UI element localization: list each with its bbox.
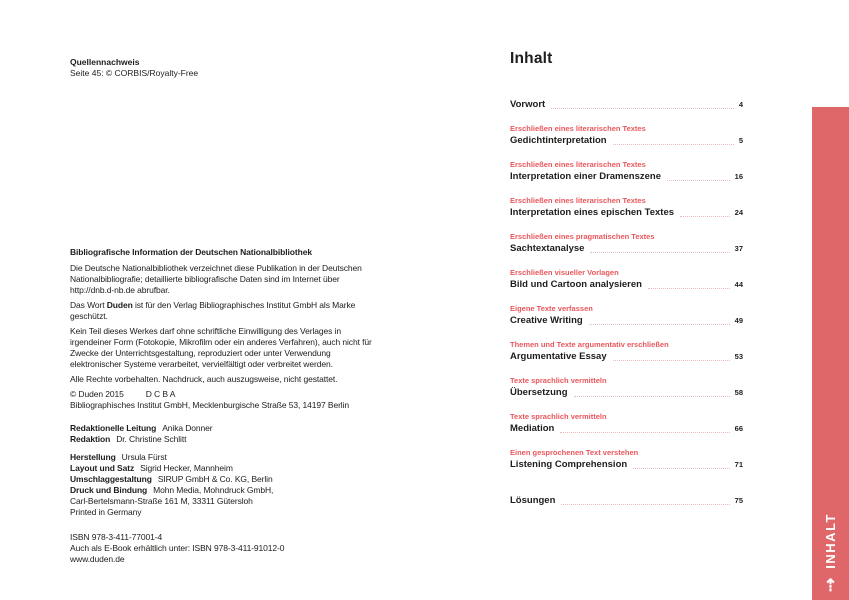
imprint-paragraph-dnb: Die Deutsche Nationalbibliothek verzeichnet diese Publikation in der Deutschen Nationalbibliografie; detaillierte bibliografische Daten sind im Internet über http://dnb.d-nb.de abrufbar. — [70, 263, 362, 295]
imprint-credit-row — [70, 507, 382, 518]
toc-entry-loesungen — [510, 495, 743, 507]
credit-role-label: Umschlaggestaltung — [70, 474, 152, 484]
dotted-leader — [574, 396, 730, 397]
toc-entry — [510, 160, 743, 183]
dotted-leader — [551, 108, 734, 109]
toc-entry — [510, 124, 743, 147]
dotted-leader — [560, 432, 729, 433]
imprint-block — [70, 247, 382, 565]
copyright-text: © Duden 2015 — [70, 389, 124, 399]
copyright-block — [70, 389, 382, 411]
imprint-paragraph-rights: Kein Teil dieses Werkes darf ohne schriftliche Einwilligung des Verlages in irgendeiner Form (Fotokopie, Mikrofilm oder ein anderes Verfahren), auch nicht für Zwecke der Unterrichtsgestaltung, reproduziert oder unter Verwendung elektronischer Systeme verarbeitet, vervielfältigt oder verbreitet werden. — [70, 326, 372, 369]
toc-entry-category: Einen gesprochenen Text verstehen — [510, 448, 639, 457]
imprint-heading: Bibliografische Information der Deutschen Nationalbibliothek — [70, 247, 312, 257]
toc-entry-page: 71 — [734, 460, 743, 469]
credit-role-label: Redaktion — [70, 434, 111, 444]
thumb-tab-label: INHALT — [823, 513, 838, 569]
toc-entry-vorwort — [510, 99, 743, 111]
imprint-credit-row — [70, 485, 382, 496]
credit-role-label: Herstellung — [70, 452, 116, 462]
toc-entry-category: Erschließen eines literarischen Textes — [510, 160, 646, 169]
toc-entry-page: 66 — [734, 424, 743, 433]
toc-entry-category: Erschließen eines pragmatischen Textes — [510, 232, 655, 241]
toc-entry-page: 16 — [734, 172, 743, 181]
dotted-leader — [589, 324, 730, 325]
imprint-line: Auch als E-Book erhältlich unter: ISBN 978-3-411-91012-0 — [70, 543, 285, 553]
toc-entry-list — [510, 124, 743, 471]
dotted-leader — [633, 468, 729, 469]
credit-person-value: Ursula Fürst — [121, 452, 167, 462]
trademark-word: Duden — [106, 300, 133, 310]
toc-entry — [510, 448, 743, 471]
toc-entry-title: Bild und Cartoon analysieren — [510, 279, 642, 290]
toc-entry-category: Erschließen eines literarischen Textes — [510, 196, 646, 205]
staff-list — [70, 423, 382, 445]
dotted-leader — [648, 288, 730, 289]
credit-person-value: Dr. Christine Schlitt — [116, 434, 187, 444]
credit-person-value: Anika Donner — [162, 423, 213, 433]
photo-credits-line: Seite 45: © CORBIS/Royalty-Free — [70, 68, 199, 78]
toc-entry-title: Creative Writing — [510, 315, 583, 326]
toc-entry-category: Texte sprachlich vermitteln — [510, 412, 607, 421]
credit-person-value: SIRUP GmbH & Co. KG, Berlin — [157, 474, 273, 484]
dotted-leader — [613, 360, 730, 361]
production-list — [70, 452, 382, 518]
credit-person-value: Carl-Bertelsmann-Straße 161 M, 33311 Gütersloh — [70, 496, 253, 506]
toc-entry — [510, 340, 743, 363]
toc-entry — [510, 196, 743, 219]
toc-entry-category: Themen und Texte argumentativ erschließen — [510, 340, 669, 349]
toc-entry-page: 49 — [734, 316, 743, 325]
page-title: Inhalt — [510, 50, 553, 67]
dotted-leader — [590, 252, 729, 253]
imprint-credit-row — [70, 496, 382, 507]
dotted-leader — [667, 180, 730, 181]
imprint-credit-row — [70, 423, 382, 434]
toc-entry-category: Erschließen eines literarischen Textes — [510, 124, 646, 133]
credit-person-value: Mohn Media, Mohndruck GmbH, — [153, 485, 274, 495]
photo-credits-heading: Quellennachweis — [70, 57, 140, 67]
imprint-paragraph-trademark — [70, 300, 382, 322]
edition-code: D C B A — [145, 389, 176, 399]
credit-role-label: Layout und Satz — [70, 463, 135, 473]
copyright-line — [70, 389, 382, 400]
toc-entry-title: Interpretation einer Dramenszene — [510, 171, 661, 182]
toc-entry-category: Eigene Texte verfassen — [510, 304, 593, 313]
toc-entry-page: 5 — [738, 136, 743, 145]
toc-entry-title: Vorwort — [510, 99, 546, 110]
publisher-line: Bibliographisches Institut GmbH, Mecklenburgische Straße 53, 14197 Berlin — [70, 400, 350, 410]
imprint-credit-row — [70, 452, 382, 463]
table-of-contents — [510, 50, 743, 507]
imprint-line: ISBN 978-3-411-77001-4 — [70, 532, 163, 542]
toc-entry — [510, 232, 743, 255]
imprint-credit-row — [70, 434, 382, 445]
dotted-leader — [680, 216, 730, 217]
toc-entry-title: Gedichtinterpretation — [510, 135, 607, 146]
toc-entry — [510, 304, 743, 327]
imprint-paragraph-reserved: Alle Rechte vorbehalten. Nachdruck, auch auszugsweise, nicht gestattet. — [70, 374, 338, 384]
toc-entry — [510, 268, 743, 291]
toc-entry-page: 75 — [734, 496, 743, 505]
toc-entry-category: Erschließen visueller Vorlagen — [510, 268, 619, 277]
toc-entry-title: Listening Comprehension — [510, 459, 628, 470]
trademark-text-rest: ist für den Verlag Bibliographisches Institut GmbH als Marke geschützt. — [70, 300, 356, 321]
toc-entry-category: Texte sprachlich vermitteln — [510, 376, 607, 385]
dotted-up-arrow-icon: ⇡ — [823, 576, 838, 595]
dotted-leader — [613, 144, 734, 145]
toc-entry-page: 37 — [734, 244, 743, 253]
toc-entry-page: 24 — [734, 208, 743, 217]
toc-entry-page: 44 — [734, 280, 743, 289]
isbn-block — [70, 532, 382, 565]
toc-entry-page: 53 — [734, 352, 743, 361]
toc-entry-page: 58 — [734, 388, 743, 397]
imprint-credit-row — [70, 474, 382, 485]
toc-entry-page: 4 — [738, 100, 743, 109]
credit-person-value: Printed in Germany — [70, 507, 142, 517]
imprint-credit-row — [70, 463, 382, 474]
toc-entry-title: Argumentative Essay — [510, 351, 607, 362]
photo-credits-block — [70, 57, 370, 79]
toc-entry-title: Interpretation eines epischen Textes — [510, 207, 675, 218]
toc-entry — [510, 412, 743, 435]
toc-entry — [510, 376, 743, 399]
toc-entry-title: Mediation — [510, 423, 555, 434]
chapter-thumb-tab — [812, 107, 849, 600]
trademark-text: Das Wort — [70, 300, 107, 310]
credit-role-label: Druck und Bindung — [70, 485, 148, 495]
toc-entry-title: Übersetzung — [510, 387, 568, 398]
credit-person-value: Sigrid Hecker, Mannheim — [140, 463, 233, 473]
toc-entry-title: Sachtextanalyse — [510, 243, 585, 254]
imprint-line: www.duden.de — [70, 554, 125, 564]
dotted-leader — [561, 504, 729, 505]
credit-role-label: Redaktionelle Leitung — [70, 423, 157, 433]
toc-entry-title: Lösungen — [510, 495, 556, 506]
